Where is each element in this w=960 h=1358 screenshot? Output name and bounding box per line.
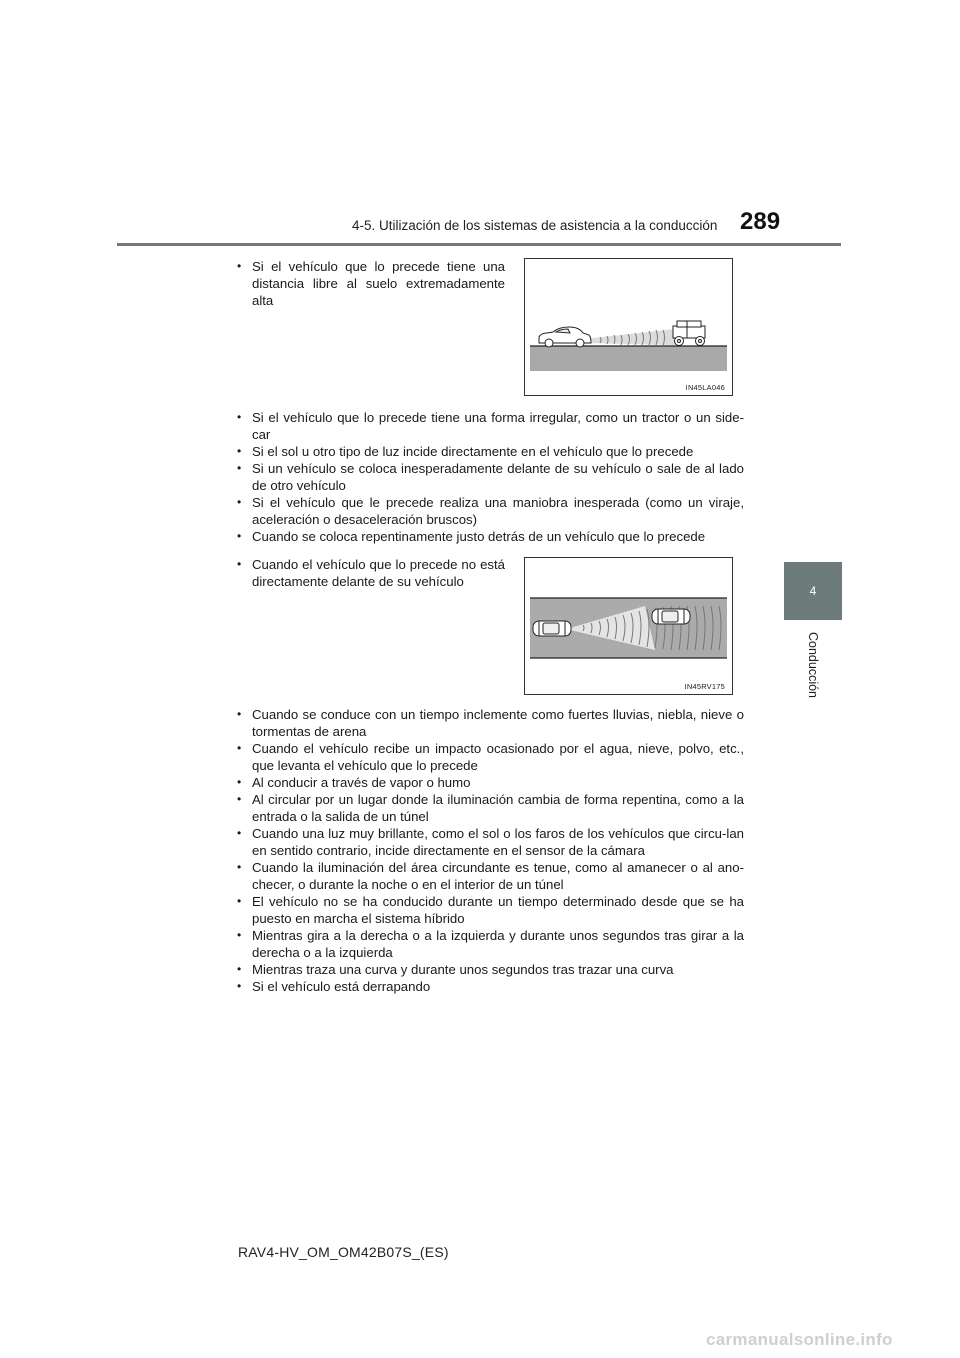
list-item: • Cuando se coloca repentinamente justo detrás de un vehículo que lo precede bbox=[237, 528, 744, 545]
chapter-tab[interactable] bbox=[784, 562, 842, 620]
section-title: 4-5. Utilización de los sistemas de asistencia a la conducción bbox=[352, 218, 718, 233]
figure-tall-vehicle bbox=[524, 258, 733, 396]
figure-code: IN45RV175 bbox=[684, 682, 725, 691]
list-item: • Si un vehículo se coloca inesperadamente delante de su vehículo o sale de al lado de otro vehículo bbox=[237, 460, 744, 494]
list-item: • Si el vehículo está derrapando bbox=[237, 978, 744, 995]
list-item: • Si el vehículo que le precede realiza una maniobra inesperada (como un viraje, aceleración o desaceleración bruscos) bbox=[237, 494, 744, 528]
list-item: • Cuando se conduce con un tiempo inclemente como fuertes lluvias, niebla, nieve o tormentas de arena bbox=[237, 706, 744, 740]
list-item: • Cuando la iluminación del área circundante es tenue, como al amanecer o al ano-checer, o durante la noche o en el interior de un túnel bbox=[237, 859, 744, 893]
condition-list-1 bbox=[237, 258, 505, 309]
chapter-label-text: Conducción bbox=[806, 631, 820, 699]
tall-vehicle-ahead-illustration bbox=[525, 259, 732, 395]
list-item: • Cuando el vehículo que lo precede no está directamente delante de su vehículo bbox=[237, 556, 505, 590]
condition-list-4 bbox=[237, 706, 744, 995]
condition-list-3 bbox=[237, 556, 505, 590]
list-item: • Al circular por un lugar donde la iluminación cambia de forma repentina, como a la entrada o la salida de un túnel bbox=[237, 791, 744, 825]
list-item: • Al conducir a través de vapor o humo bbox=[237, 774, 744, 791]
document-code: RAV4-HV_OM_OM42B07S_(ES) bbox=[238, 1244, 449, 1260]
offset-vehicle-ahead-illustration bbox=[525, 558, 732, 694]
page-number: 289 bbox=[740, 208, 781, 235]
header-divider bbox=[117, 243, 841, 246]
watermark[interactable]: carmanualsonline.info bbox=[706, 1330, 893, 1349]
list-item: • Si el vehículo que lo precede tiene una forma irregular, como un tractor o un side-car bbox=[237, 409, 744, 443]
figure-offset-vehicle bbox=[524, 557, 733, 695]
list-item: • Cuando el vehículo recibe un impacto ocasionado por el agua, nieve, polvo, etc., que levanta el vehículo que lo precede bbox=[237, 740, 744, 774]
chapter-number: 4 bbox=[809, 584, 817, 598]
figure-code: IN45LA046 bbox=[685, 383, 725, 392]
list-item: • Si el sol u otro tipo de luz incide directamente en el vehículo que lo precede bbox=[237, 443, 744, 460]
list-item: • Si el vehículo que lo precede tiene una distancia libre al suelo extremadamente alta bbox=[237, 258, 505, 309]
list-item: • Mientras traza una curva y durante unos segundos tras trazar una curva bbox=[237, 961, 744, 978]
list-item: • Cuando una luz muy brillante, como el sol o los faros de los vehículos que circu-lan en sentido contrario, incide directamente en el sensor de la cámara bbox=[237, 825, 744, 859]
list-item: • Mientras gira a la derecha o a la izquierda y durante unos segundos tras girar a la derecha o a la izquierda bbox=[237, 927, 744, 961]
condition-list-2 bbox=[237, 409, 744, 545]
list-item: • El vehículo no se ha conducido durante un tiempo determinado desde que se ha puesto en marcha el sistema híbrido bbox=[237, 893, 744, 927]
